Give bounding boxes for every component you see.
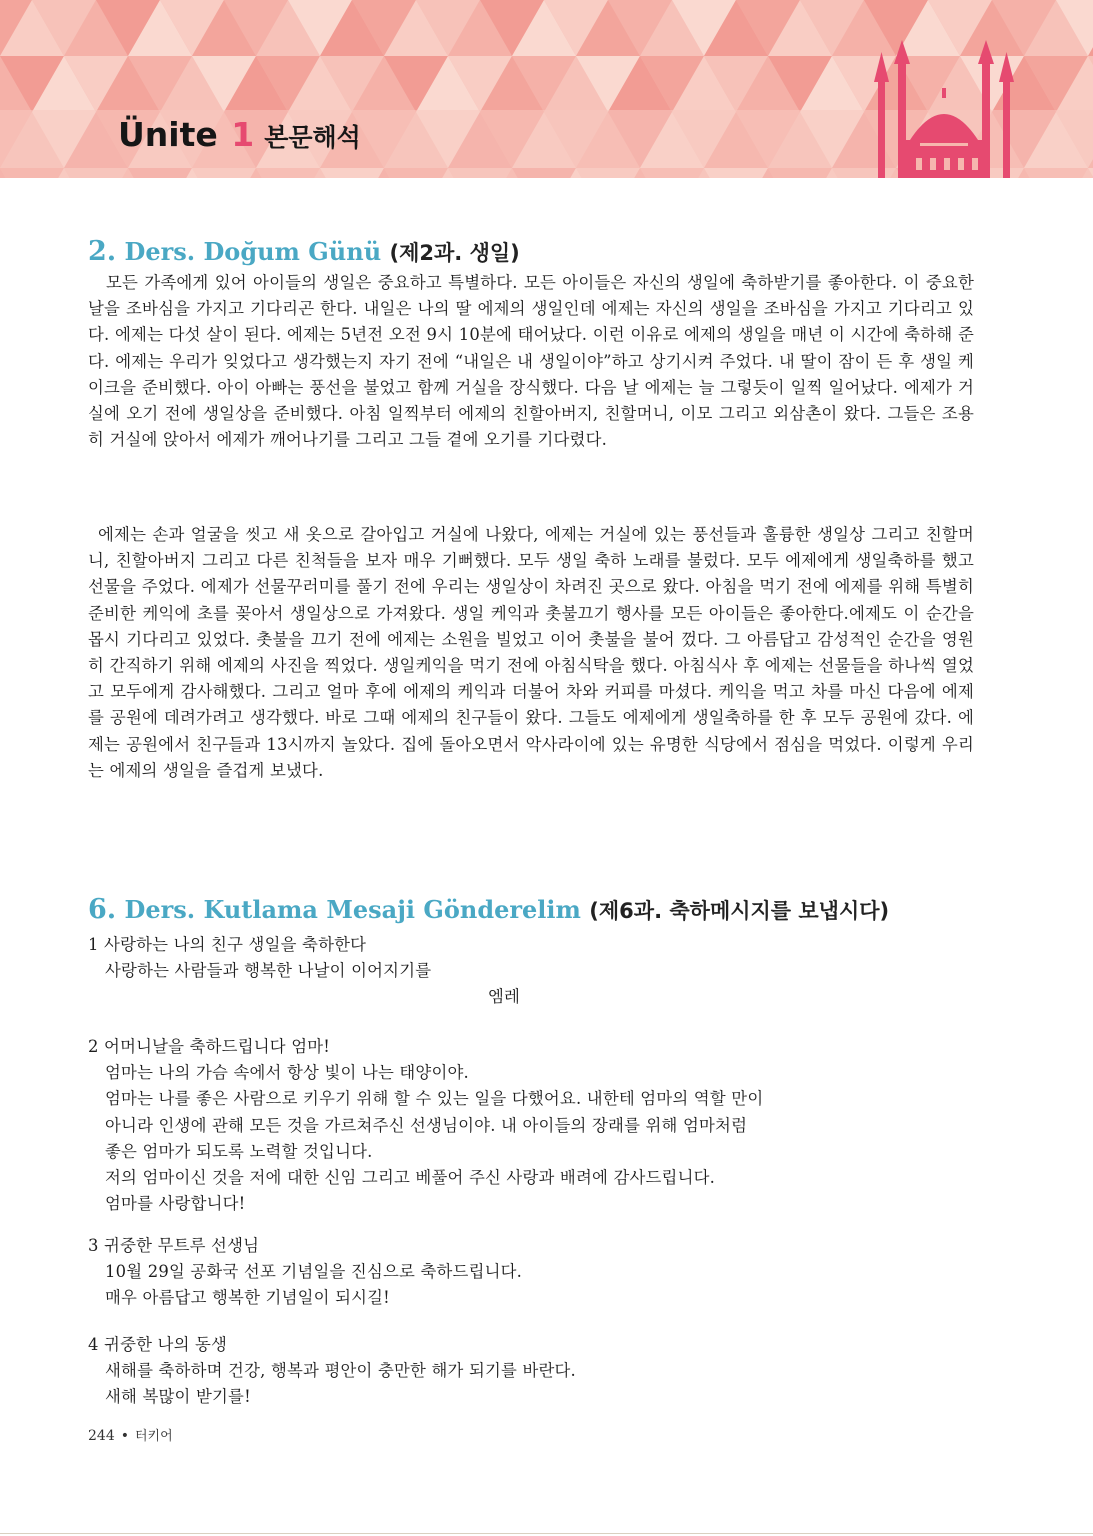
message-line: 새해 복많이 받기를! <box>105 1387 251 1407</box>
message-heading: 4 귀중한 나의 동생 <box>88 1335 228 1354</box>
message-3 <box>88 1233 978 1312</box>
unit-word: Ünite <box>118 115 218 154</box>
page-footer <box>88 1425 173 1444</box>
message-heading: 1 사랑하는 나의 친구 생일을 축하한다 <box>88 935 367 954</box>
message-signature: 엠레 <box>488 987 521 1007</box>
section-2-heading <box>88 238 520 265</box>
message-1 <box>88 932 978 1011</box>
message-2 <box>88 1034 978 1217</box>
message-line: 엄마를 사랑합니다! <box>105 1194 246 1214</box>
unit-number: 1 <box>231 115 255 154</box>
section-2-paragraph-2: 에제는 손과 얼굴을 씻고 새 옷으로 갈아입고 거실에 나왔다, 에제는 거실에 있는 풍선들과 훌륭한 생일상 그리고 친할머니, 친할아버지 그리고 다른 친척들을 보자 매우 기뻐했다. 모두 생일 축하 노래를 불렀다. 모두 에제에게 생일축하를 했고 선물을 주었다. 에제가 선물꾸러미를 풀기 전에 우리는 생일상이 차려진 곳으로 왔다. 아침을 먹기 전에 에제를 위해 특별히 준비한 케익에 초를 꽂아서 생일상으로 가져왔다. 생일 케익과 촛불끄기 행사를 모든 아이들은 좋아한다.에제도 이 순간을 몹시 기다리고 있었다. 촛불을 끄기 전에 에제는 소원을 빌었고 이어 촛불을 불어 껐다. 그 아름답고 감성적인 순간을 영원히 간직하기 위해 에제의 사진을 찍었다. 생일케익을 먹기 전에 아침식탁을 했다. 아침식사 후 에제는 선물들을 하나씩 열었고 모두에게 감사해했다. 그리고 얼마 후에 에제의 케익과 더불어 차와 커피를 마셨다. 케익을 먹고 차를 마신 다음에 에제를 공원에 데려가려고 생각했다. 바로 그때 에제의 친구들이 왔다. 그들도 에제에게 생일축하를 한 후 모두 공원에 갔다. 에제는 공원에서 친구들과 13시까지 놀았다. 집에 돌아오면서 악사라이에 있는 유명한 식당에서 점심을 먹었다. 이렇게 우리는 에제의 생일을 즐겁게 보냈다. <box>88 525 974 780</box>
unit-subtitle: 본문해석 <box>264 123 361 152</box>
message-line: 좋은 엄마가 되도록 노력할 것입니다. <box>105 1141 373 1161</box>
section-2-korean-title: (제2과. 생일) <box>389 241 520 265</box>
section-6-korean-title: (제6과. 축하메시지를 보냅시다) <box>589 899 890 923</box>
book-title: 터키어 <box>135 1429 173 1444</box>
message-line: 매우 아름답고 행복한 기념일이 되시길! <box>105 1288 390 1308</box>
section-6-number: 6. <box>88 894 117 925</box>
mosque-icon <box>860 40 1030 178</box>
message-heading: 3 귀중한 무트루 선생님 <box>88 1236 260 1255</box>
message-line: 10월 29일 공화국 선포 기념일을 진심으로 축하드립니다. <box>105 1262 523 1282</box>
message-line: 새해를 축하하며 건강, 행복과 평안이 충만한 해가 되기를 바란다. <box>105 1361 576 1381</box>
section-6-heading <box>88 896 889 923</box>
section-2-title: Ders. Doğum Günü <box>124 237 382 266</box>
message-line: 사랑하는 사람들과 행복한 나날이 이어지기를 <box>105 961 432 981</box>
section-2-number: 2. <box>88 236 117 267</box>
section-2-paragraph-1: 모든 가족에게 있어 아이들의 생일은 중요하고 특별하다. 모든 아이들은 자신의 생일에 축하받기를 좋아한다. 이 중요한 날을 조바심을 가지고 기다리곤 한다. 내일은 나의 딸 에제의 생일인데 에제는 자신의 생일을 조바심을 가지고 기다리고 있다. 에제는 다섯 살이 된다. 에제는 5년전 오전 9시 10분에 태어났다. 이런 이유로 에제의 생일을 매년 이 시간에 축하해 준다. 에제는 우리가 잊었다고 생각했는지 자기 전에 “내일은 내 생일이야”하고 상기시켜 주었다. 내 딸이 잠이 든 후 생일 케이크을 준비했다. 아이 아빠는 풍선을 불었고 함께 거실을 장식했다. 다음 날 에제는 늘 그렇듯이 일찍 일어났다. 에제가 거실에 오기 전에 생일상을 준비했다. 아침 일찍부터 에제의 친할아버지, 친할머니, 이모 그리고 외삼촌이 왔다. 그들은 조용히 거실에 앉아서 에제가 깨어나기를 그리고 그들 곁에 오기를 기다렸다. <box>88 273 974 450</box>
footer-separator: • <box>120 1428 129 1444</box>
bottom-divider <box>0 1533 1093 1534</box>
message-line: 엄마는 나를 좋은 사람으로 키우기 위해 할 수 있는 일을 다했어요. 내한테 엄마의 역할 만이 <box>105 1089 764 1109</box>
unit-title <box>118 115 361 154</box>
message-line: 저의 엄마이신 것을 저에 대한 신임 그리고 베풀어 주신 사랑과 배려에 감사드립니다. <box>105 1168 716 1188</box>
page-number: 244 <box>88 1428 115 1444</box>
message-heading: 2 어머니날을 축하드립니다 엄마! <box>88 1037 331 1056</box>
section-6-title: Ders. Kutlama Mesaji Gönderelim <box>124 895 581 924</box>
header-banner <box>0 0 1093 178</box>
message-line: 엄마는 나의 가슴 속에서 항상 빛이 나는 태양이야. <box>105 1063 469 1083</box>
message-line: 아니라 인생에 관해 모든 것을 가르쳐주신 선생님이야. 내 아이들의 장래를 위해 엄마처럼 <box>105 1115 748 1135</box>
message-4 <box>88 1332 978 1411</box>
